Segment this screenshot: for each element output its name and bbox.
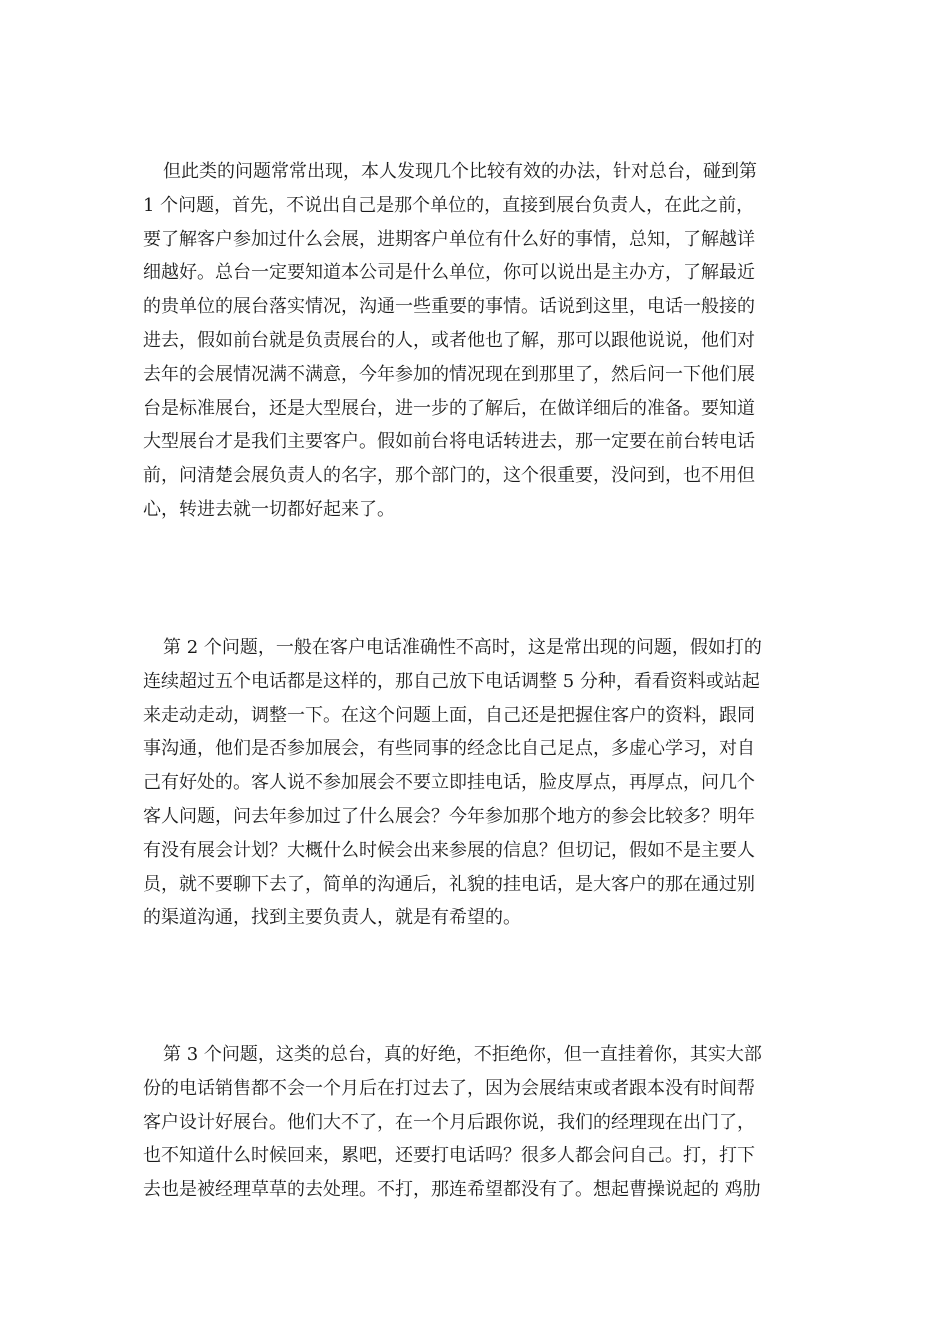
paragraph-line: 客人问题，问去年参加过了什么展会？今年参加那个地方的参会比较多？明年 bbox=[143, 805, 755, 827]
paragraph-line: 己有好处的。客人说不参加展会不要立即挂电话，脸皮厚点，再厚点，问几个 bbox=[143, 772, 755, 794]
paragraph-line: 第 2 个问题，一般在客户电话准确性不高时，这是常出现的问题，假如打的 bbox=[163, 637, 762, 658]
paragraph-line: 大型展台才是我们主要客户。假如前台将电话转进去，那一定要在前台转电话 bbox=[143, 431, 755, 453]
paragraph-1 bbox=[143, 155, 823, 527]
paragraph-line: 连续超过五个电话都是这样的，那自己放下电话调整 5 分种，看看资料或站起 bbox=[143, 670, 760, 692]
paragraph-line: 的贵单位的展台落实情况，沟通一些重要的事情。话说到这里，电话一般接的 bbox=[143, 296, 755, 318]
paragraph-line: 客户设计好展台。他们大不了，在一个月后跟你说，我们的经理现在出门了， bbox=[143, 1111, 755, 1133]
paragraph-line: 去年的会展情况满不满意，今年参加的情况现在到那里了，然后问一下他们展 bbox=[143, 363, 755, 385]
paragraph-line: 台是标准展台，还是大型展台，进一步的了解后，在做详细后的准备。要知道 bbox=[143, 397, 755, 419]
paragraph-line: 有没有展会计划？大概什么时候会出来参展的信息？但切记，假如不是主要人 bbox=[143, 839, 755, 861]
paragraph-line: 的渠道沟通，找到主要负责人，就是有希望的。 bbox=[143, 907, 521, 929]
paragraph-line: 来走动走动，调整一下。在这个问题上面，自己还是把握住客户的资料，跟同 bbox=[143, 704, 755, 726]
paragraph-line: 事沟通，他们是否参加展会，有些同事的经念比自己足点，多虚心学习，对自 bbox=[143, 738, 755, 760]
paragraph-line: 进去，假如前台就是负责展台的人，或者他也了解，那可以跟他说说，他们对 bbox=[143, 329, 755, 351]
paragraph-line: 份的电话销售都不会一个月后在打过去了，因为会展结束或者跟本没有时间帮 bbox=[143, 1077, 755, 1099]
paragraph-line: 员，就不要聊下去了，简单的沟通后，礼貌的挂电话，是大客户的那在通过别 bbox=[143, 873, 755, 895]
paragraph-2 bbox=[143, 631, 823, 935]
paragraph-line: 去也是被经理草草的去处理。不打，那连希望都没有了。想起曹操说起的 鸡肋 bbox=[143, 1179, 761, 1201]
paragraph-line: 前，问清楚会展负责人的名字，那个部门的，这个很重要，没问到，也不用但 bbox=[143, 465, 755, 487]
paragraph-line: 细越好。总台一定要知道本公司是什么单位，你可以说出是主办方，了解最近 bbox=[143, 262, 755, 284]
paragraph-line: 要了解客户参加过什么会展，进期客户单位有什么好的事情，总知，了解越详 bbox=[143, 228, 755, 250]
paragraph-line: 但此类的问题常常出现，本人发现几个比较有效的办法，针对总台，碰到第 bbox=[163, 161, 757, 182]
paragraph-line: 第 3 个问题，这类的总台，真的好绝，不拒绝你，但一直挂着你，其实大部 bbox=[163, 1044, 762, 1065]
paragraph-line: 心，转进去就一切都好起来了。 bbox=[143, 498, 395, 520]
paragraph-3 bbox=[143, 1038, 823, 1207]
paragraph-line: 也不知道什么时候回来，累吧，还要打电话吗？很多人都会问自己。打，打下 bbox=[143, 1145, 755, 1167]
paragraph-line: 1 个问题，首先，不说出自己是那个单位的，直接到展台负责人，在此之前， bbox=[143, 194, 755, 216]
